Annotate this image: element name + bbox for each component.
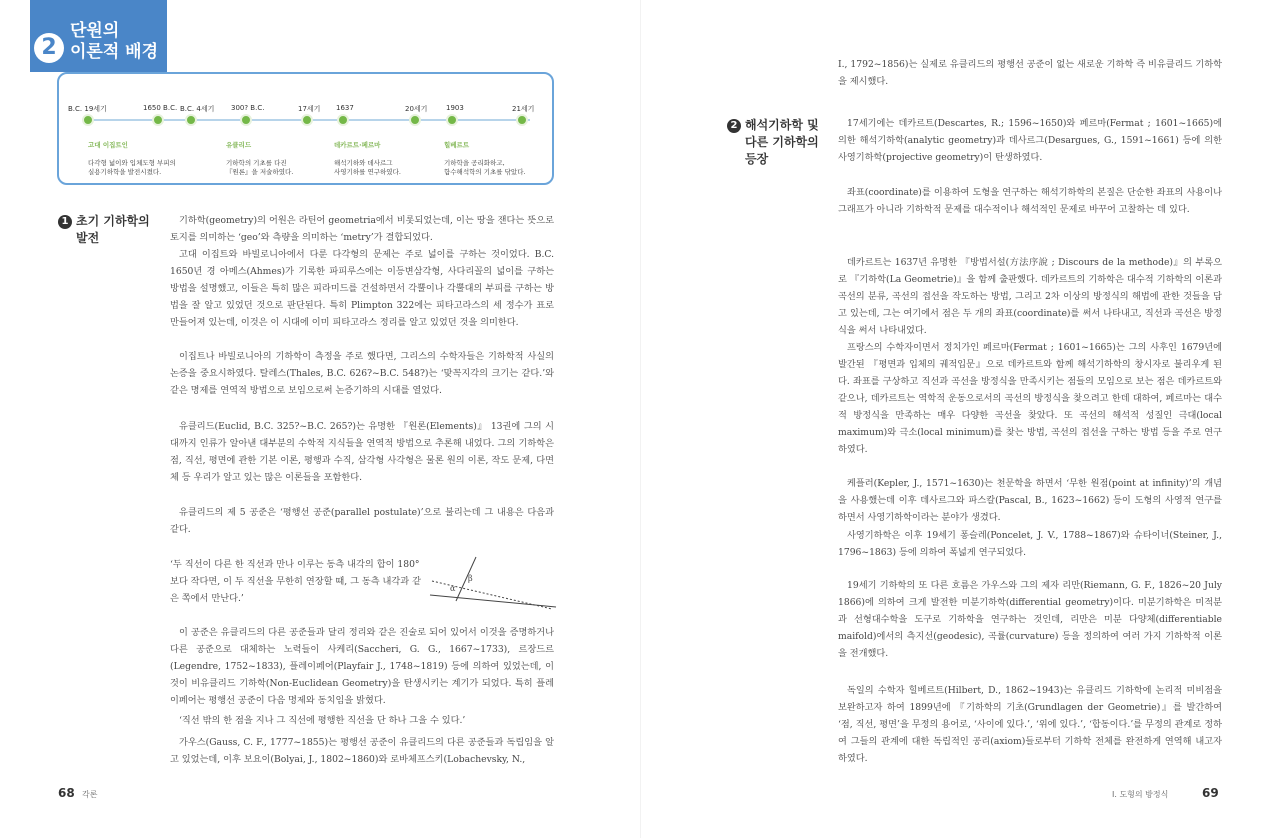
timeline-event <box>226 132 293 186</box>
paragraph: 가우스(Gauss, C. F., 1777~1855)는 평행선 공준이 유클리드의 다른 공준들과 독립임을 알고 있었는데, 이후 보요이(Bolyai, J., 1802~1860)와 로바체프스키(Lobachevsky, N., <box>170 737 554 765</box>
paragraph: 독일의 수학자 힐베르트(Hilbert, D., 1862~1943)는 유클리드 기하학에 논리적 미비점을 보완하고자 하여 1899년에 『기하학의 기초(Grundlagen der Geometrie)』를 발간하여 ‘점, 직선, 평면’을 무정의 용어로, ‘사이에 있다.’, ‘위에 있다.’, ‘합동이다.’를 무정의 관계로 정하여 그들의 관계에 대한 독립적인 공리(axiom)들로부터 기하학 전체를 완전하게 연역해 내고자 하였다. <box>838 685 1222 764</box>
timeline-year: B.C. 4세기 <box>180 105 215 113</box>
timeline-event-name: 유클리드 <box>226 141 252 149</box>
timeline-dot <box>240 114 252 126</box>
timeline-event-desc: 해석기하와 데사르그 사영기하를 연구하였다. <box>334 159 401 176</box>
page-gutter <box>640 0 641 838</box>
section-heading-2 <box>727 117 819 168</box>
section-title <box>70 21 158 63</box>
paragraph: 데카르트는 1637년 유명한 『방법서설(方法序說 ; Discours de la methode)』의 부록으로 『기하학(La Geometrie)』을 함께 출판했다. 데카르트의 기하학은 대수적 기하학의 이론과 곡선의 분류, 곡선의 접선을 작도하는 방법, 그리고 2차 이상의 방정식의 해법에 관한 것들을 담고 있는데, 그는 여기에서 점은 두 개의 좌표(coordinate)를 써서 나타내고, 직선과 곡선은 방정식을 써서 나타내었다. <box>838 257 1222 336</box>
timeline-year: 300? B.C. <box>231 104 265 112</box>
paragraph: 유클리드(Euclid, B.C. 325?~B.C. 265?)는 유명한 『원론(Elements)』 13권에 그의 시대까지 인류가 알아낸 대부분의 수학적 지식들을 연역적 방법으로 추론해 내었다. 그의 기하학은 점, 직선, 평면에 관한 기본 이론, 평행과 수직, 삼각형 사각형은 물론 원의 이론, 작도 문제, 다면체 등 우리가 알고 있는 많은 이론들을 포함한다. <box>170 421 554 483</box>
timeline-event-name: 데카르트·페르마 <box>334 141 381 149</box>
timeline-dot <box>337 114 349 126</box>
timeline-year: 21세기 <box>512 105 535 113</box>
paragraph: 이 공준은 유클리드의 다른 공준들과 달리 정리와 같은 진술로 되어 있어서 이것을 증명하거나 다른 공준으로 대체하는 노력들이 사케리(Saccheri, G. G., 1667~1733), 르장드르(Legendre, 1752~1833), 플레이페어(Playfair J., 1748~1819) 등에 의하여 있었는데, 이것이 비유클리드 기하학(Non-Euclidean Geometry)을 탄생시키는 계기가 되었다. 특히 플레이페어는 평행선 공준이 다음 명제와 동치임을 밝혔다. <box>170 627 554 706</box>
parallel-postulate-figure <box>426 553 558 611</box>
timeline-dot <box>185 114 197 126</box>
timeline-year: 1650 B.C. <box>143 104 178 112</box>
paragraph: 이집트나 바빌로니아의 기하학이 측정을 주로 했다면, 그리스의 수학자들은 기하학적 사실의 논증을 중요시하였다. 탈레스(Thales, B.C. 626?~B.C. 548?)는 ‘맞꼭지각의 크기는 같다.’와 같은 명제를 연역적 방법으로 보임으로써 논증기하의 시대를 열었다. <box>170 351 554 396</box>
figure-beta-label: β <box>468 574 473 583</box>
section-heading-line1: 초기 기하학의 <box>76 214 150 228</box>
section-heading-1 <box>58 213 150 247</box>
paragraph: 좌표(coordinate)를 이용하여 도형을 연구하는 해석기하학의 본질은 단순한 좌표의 사용이나 그래프가 아니라 기하학적 문제를 대수적이나 해석적인 문제로 바꾸어 고찰하는 데 있다. <box>838 187 1222 215</box>
timeline-dot <box>446 114 458 126</box>
paragraph: 사영기하학은 이후 19세기 퐁슬레(Poncelet, J. V., 1788~1867)와 슈타이너(Steiner, J., 1796~1863) 등에 의하여 폭넓게 연구되었다. <box>838 530 1222 558</box>
footer-label-left: 각론 <box>82 790 98 799</box>
timeline-dot <box>301 114 313 126</box>
figure-alpha-label: α <box>450 584 456 593</box>
paragraph: 케플러(Kepler, J., 1571~1630)는 천문학을 하면서 ‘무한 원점(point at infinity)’의 개념을 사용했는데 이후 데사르그와 파스칼(Pascal, B., 1623~1662) 등이 도형의 사영적 연구를 하면서 사영기하학이라는 분야가 생겼다. <box>838 478 1222 523</box>
timeline-year: 17세기 <box>298 105 321 113</box>
timeline-event <box>444 132 526 186</box>
footer-label-right: I. 도형의 방정식 <box>1112 790 1169 799</box>
timeline-event-name: 고대 이집트인 <box>88 141 128 149</box>
figure-transversal <box>456 557 476 601</box>
timeline-dot <box>82 114 94 126</box>
timeline-event-name: 힐베르트 <box>444 141 470 149</box>
timeline-dot <box>152 114 164 126</box>
section-heading-line3: 등장 <box>745 152 769 166</box>
timeline-event-desc: 다각형 넓이와 입체도형 부피의 실용기하학을 발전시켰다. <box>88 159 176 176</box>
page-number-left: 68 <box>58 786 75 800</box>
paragraph: 고대 이집트와 바빌로니아에서 다룬 다각형의 문제는 주로 넓이를 구하는 것이었다. B.C. 1650년 경 아메스(Ahmes)가 기록한 파피루스에는 이등변삼각형, 사다리꼴의 넓이를 구하는 방법을 설명했고, 이들은 특히 많은 피라미드를 건설하면서 각뿔이나 각뿔대의 부피를 구하는 방법을 잘 알고 있었던 것으로 판단된다. 특히 Plimpton 322에는 피타고라스의 세 정수가 표로 만들어져 있는데, 이것은 이 시대에 이미 피타고라스 정리를 알고 있었던 것을 의미한다. <box>170 249 554 328</box>
paragraph: 17세기에는 데카르트(Descartes, R.; 1596~1650)와 페르마(Fermat ; 1601~1665)에 의한 해석기하학(analytic geometry)과 데사르그(Desargues, G., 1591~1661) 등에 의한 사영기하학(projective geometry)이 탄생하였다. <box>838 118 1222 163</box>
timeline-event-desc: 기하학의 기초를 다진 『원론』을 저술하였다. <box>226 159 294 176</box>
section-title-line2: 이론적 배경 <box>70 42 159 62</box>
timeline-event-desc: 기하학을 공리화하고, 함수해석학의 기초를 닦았다. <box>444 159 526 176</box>
timeline-event <box>88 132 176 186</box>
paragraph: 유클리드의 제 5 공준은 ‘평행선 공준(parallel postulate)’으로 불리는데 그 내용은 다음과 같다. <box>170 507 554 535</box>
timeline-dot <box>516 114 528 126</box>
section-heading-line1: 해석기하학 및 <box>745 118 819 132</box>
parallel-postulate-quote: ‘두 직선이 다른 한 직선과 만나 이루는 동측 내각의 합이 180°보다 작다면, 이 두 직선을 무한히 연장할 때, 그 동측 내각과 같은 쪽에서 만난다.’ <box>170 559 421 604</box>
section-title-line1: 단원의 <box>70 21 120 41</box>
page-number-right: 69 <box>1202 786 1219 800</box>
section-heading-line2: 발전 <box>76 231 100 245</box>
figure-line-bottom <box>430 595 556 607</box>
timeline-dot <box>409 114 421 126</box>
paragraph: 19세기 기하학의 또 다른 흐름은 가우스와 그의 제자 리만(Riemann, G. F., 1826~20 July 1866)에 의하여 크게 발전한 미분기하학(differential geometry)이다. 미분기하학은 미적분과 선형대수학을 도구로 기하학을 연구하는 것인데, 리만은 미분 다양체(differentiable maifold)에서의 측지선(geodesic), 곡률(curvature) 등을 정의하여 여러 가지 기하학적 이론을 전개했다. <box>838 580 1222 659</box>
section-number-icon: 1 <box>58 215 72 229</box>
section-number-icon: 2 <box>727 119 741 133</box>
timeline-year: 1903 <box>446 104 464 112</box>
section-heading-line2: 다른 기하학의 <box>745 135 819 149</box>
timeline-year: 1637 <box>336 104 354 112</box>
paragraph: 프랑스의 수학자이면서 정치가인 페르마(Fermat ; 1601~1665)는 그의 사후인 1679년에 발간된 『평면과 입체의 궤적입문』으로 데카르트와 함께 해석기하학의 창시자로 불리우게 된다. 좌표를 구상하고 직선과 곡선을 방정식을 만족시키는 점들의 모임으로 보는 점은 데카르트와 같으나, 데카르트는 역학적 운동으로서의 곡선의 방정식을 찾으려고 한데 대하여, 페르마는 대수적 방정식을 만족하는 매우 다양한 곡선을 찾았다. 또 곡선의 해석적 성질인 극대(local maximum)와 극소(local minimum)를 찾는 방법, 곡선의 접선을 구하는 방법 등을 주로 연구하였다. <box>838 342 1222 455</box>
section-number-badge: 2 <box>34 33 64 63</box>
timeline-year: B.C. 19세기 <box>68 105 107 113</box>
paragraph: I., 1792~1856)는 실제로 유클리드의 평행선 공준이 없는 새로운 기하학 즉 비유클리드 기하학을 제시했다. <box>838 59 1222 87</box>
timeline-event <box>334 132 401 186</box>
paragraph: 기하학(geometry)의 어원은 라틴어 geometria에서 비롯되었는데, 이는 땅을 잰다는 뜻으로 토지를 의미하는 ‘geo’와 측량을 의미하는 ‘metry’가 결합되었다. <box>170 215 554 243</box>
paragraph: ‘직선 밖의 한 점을 지나 그 직선에 평행한 직선을 단 하나 그을 수 있다.’ <box>179 715 466 726</box>
timeline-year: 20세기 <box>405 105 428 113</box>
